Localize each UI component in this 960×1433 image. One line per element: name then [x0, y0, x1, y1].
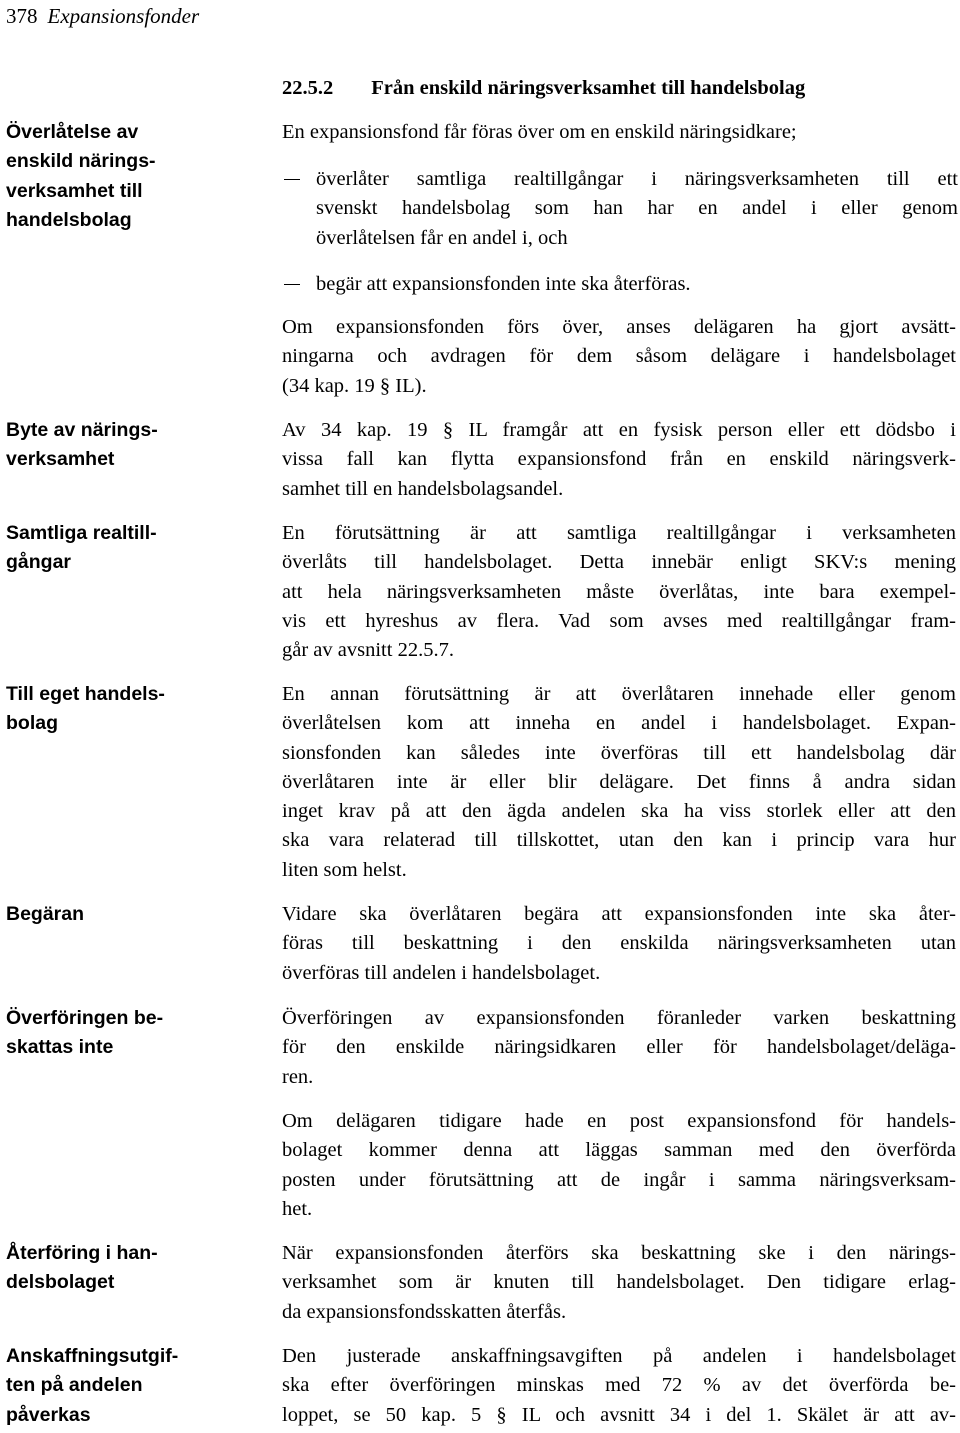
text-line: posten under förutsättning att de ingår i samma näringsverksam- [282, 1168, 956, 1191]
text-line: Vidare ska överlåtaren begära att expansionsfonden inte ska åter- [282, 903, 956, 925]
publication-title: Expansionsfonder [47, 4, 200, 28]
text-line: het. [282, 1197, 313, 1220]
text-line: När expansionsfonden återförs ska beskattning ske i den närings- [282, 1242, 956, 1264]
body-paragraph [282, 900, 956, 988]
margin-note: Återföring i han- delsbolaget [6, 1242, 158, 1294]
text-line: ningarna och avdragen för dem såsom delägare i handelsbolaget [282, 345, 956, 368]
margin-note: Byte av närings- verksamhet [6, 419, 158, 471]
body-paragraph [282, 519, 956, 665]
dash-bullet [284, 284, 300, 285]
text-line: verksamhet som är knuten till handelsbolaget. Den tidigare erlag- [282, 1271, 956, 1294]
text-line: En förutsättning är att samtliga realtillgångar i verksamheten [282, 522, 956, 544]
text-line: inget krav på att den ägda andelen ska ha viss storlek eller att den [282, 800, 956, 823]
text-line: Om delägaren tidigare hade en post expansionsfond för handels- [282, 1110, 956, 1132]
body-paragraph [282, 680, 956, 885]
section-title: Från enskild näringsverksamhet till handelsbolag [371, 77, 806, 99]
text-line: vis ett hyreshus av flera. Vad som avses med realtillgångar fram- [282, 609, 956, 632]
text-line: Överföringen av expansionsfonden föranleder varken beskattning [282, 1007, 956, 1029]
body-paragraph [282, 1107, 956, 1224]
text-line: går av avsnitt 22.5.7. [282, 639, 454, 662]
text-line: överlåts till handelsbolaget. Detta innebär enligt SKV:s mening [282, 551, 956, 574]
text-line: sionsfonden kan således inte överföras till ett handelsbolag där [282, 741, 956, 764]
body-paragraph [282, 313, 956, 401]
margin-note: Till eget handels- bolag [6, 683, 165, 735]
text-line: liten som helst. [282, 858, 407, 881]
text-line: överlåtaren inte är eller blir delägare. Det finns å andra sidan [282, 770, 956, 793]
text-line: föras till beskattning i den enskilda näringsverksamheten utan [282, 932, 956, 955]
intro-paragraph [282, 118, 956, 147]
body-paragraph [282, 1239, 956, 1327]
text-line: att hela näringsverksamheten måste överlåtas, inte bara exempel- [282, 580, 956, 603]
text-line: överlåtelsen får en andel i, och [316, 226, 568, 249]
margin-note: Överlåtelse av enskild närings- verksamhet till handelsbolag [6, 121, 156, 231]
margin-note: Anskaffningsutgif- ten på andelen påverkas [6, 1345, 179, 1426]
text-line: ska efter överföringen minskas med 72 % av det överförda be- [282, 1374, 956, 1397]
margin-note: Överföringen be- skattas inte [6, 1007, 164, 1059]
margin-note: Begäran [6, 903, 85, 925]
text-line: (34 kap. 19 § IL). [282, 374, 427, 397]
section-number: 22.5.2 [282, 77, 334, 99]
dash-bullet [284, 179, 300, 180]
page-number: 378 [6, 4, 38, 28]
body-paragraph [282, 1004, 956, 1092]
text-line: överlåtelsen kom att inneha en andel i handelsbolaget. Expan- [282, 712, 956, 735]
body-paragraph [282, 1342, 956, 1430]
text-line: överföras till andelen i handelsbolaget. [282, 961, 601, 984]
text-line: loppet, se 50 kap. 5 § IL och avsnitt 34 i del 1. Skälet är att av- [282, 1403, 956, 1426]
text-line: för den enskilde näringsidkaren eller för handelsbolaget/deläga- [282, 1036, 956, 1059]
margin-note: Samtliga realtill- gångar [6, 522, 157, 574]
text-line: ren. [282, 1065, 314, 1088]
text-line: svenskt handelsbolag som han har en andel i eller genom [316, 197, 958, 220]
text-line: Om expansionsfonden förs över, anses delägaren ha gjort avsätt- [282, 316, 956, 338]
text-line: da expansionsfondsskatten återfås. [282, 1300, 567, 1323]
text-line: överlåter samtliga realtillgångar i näringsverksamheten till ett [316, 168, 958, 190]
body-paragraph [282, 416, 956, 504]
running-header [6, 2, 199, 30]
text-line: bolaget kommer denna att läggas samman med den överförda [282, 1139, 956, 1162]
section-heading [282, 74, 960, 103]
text-line: Den justerade anskaffningsavgiften på andelen i handelsbolaget [282, 1345, 956, 1367]
text-line: En expansionsfond får föras över om en enskild näringsidkare; [282, 121, 797, 143]
text-line: ska vara relaterad till tillskottet, utan den kan i princip vara hur [282, 829, 956, 852]
text-line: begär att expansionsfonden inte ska återföras. [316, 273, 691, 295]
text-line: vissa fall kan flytta expansionsfond från en enskild näringsverk- [282, 448, 956, 471]
text-line: Av 34 kap. 19 § IL framgår att en fysisk person eller ett dödsbo i [282, 419, 956, 441]
text-line: En annan förutsättning är att överlåtaren innehade eller genom [282, 683, 956, 705]
text-line: samhet till en handelsbolagsandel. [282, 477, 564, 500]
